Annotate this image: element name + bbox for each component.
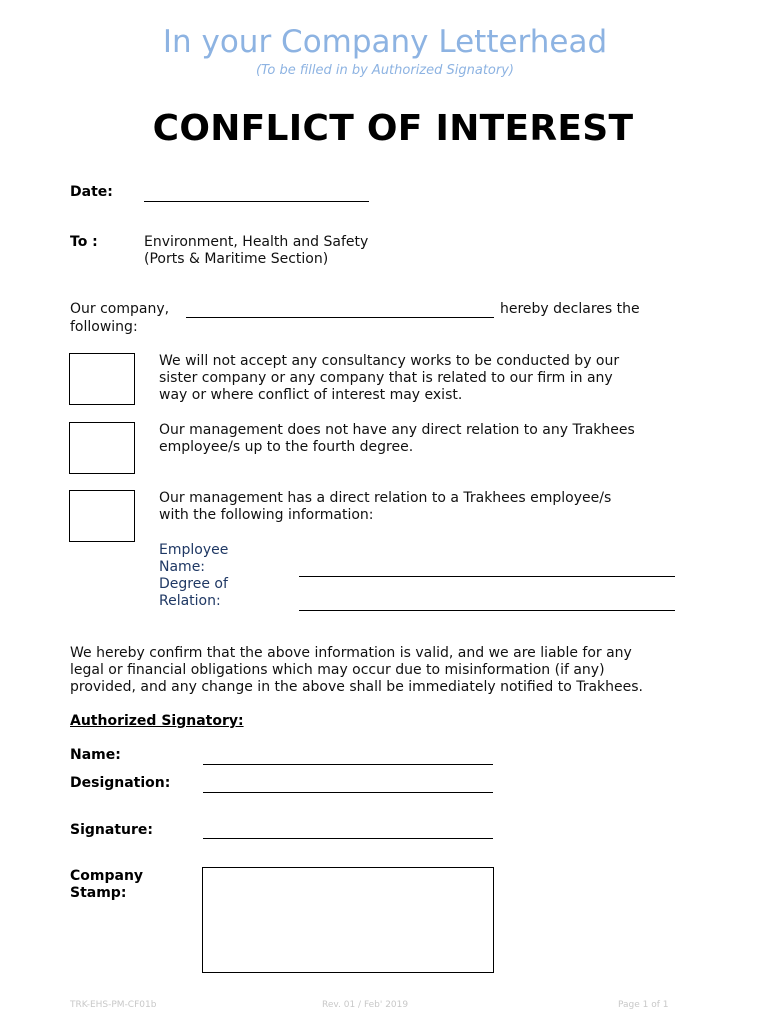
company-stamp-box[interactable] [202,867,494,973]
declaration-prefix: Our company, [70,301,170,317]
option-text-line: Our management has a direct relation to a Trakhees employee/s [159,490,612,506]
signatory-name-label: Name: [70,747,121,763]
confirmation-line: legal or financial obligations which may occur due to misinformation (if any) [70,662,605,678]
option-text-line: We will not accept any consultancy works to be conducted by our [159,353,620,369]
designation-label: Designation: [70,775,171,791]
letterhead-placeholder: In your Company Letterhead [162,24,608,60]
recipient-department: Environment, Health and Safety [144,234,369,250]
designation-field[interactable] [203,792,493,793]
recipient-label: To : [70,234,98,250]
footer-page-number: Page 1 of 1 [618,1000,669,1010]
option-text-line: employee/s up to the fourth degree. [159,439,414,455]
signature-label: Signature: [70,822,153,838]
option-text-line: way or where conflict of interest may exist. [159,387,463,403]
option-checkbox-no-relation[interactable] [69,422,135,474]
recipient-section: (Ports & Maritime Section) [144,251,329,267]
option-checkbox-no-consultancy[interactable] [69,353,135,405]
signature-field[interactable] [203,838,493,839]
footer-revision: Rev. 01 / Feb' 2019 [322,1000,409,1010]
document-title: CONFLICT OF INTEREST [152,108,634,149]
option-text-line: sister company or any company that is related to our firm in any [159,370,613,386]
employee-name-label: Employee Name: [159,542,229,575]
company-name-field[interactable] [186,317,494,318]
confirmation-line: provided, and any change in the above shall be immediately notified to Trakhees. [70,679,643,695]
fill-instruction-note: (To be filled in by Authorized Signatory) [255,63,514,78]
declaration-continuation: following: [70,319,138,335]
option-text-line: Our management does not have any direct relation to any Trakhees [159,422,635,438]
company-stamp-label: Company Stamp: [70,868,144,901]
footer-document-code: TRK-EHS-PM-CF01b [70,1000,157,1010]
employee-name-field[interactable] [299,576,675,577]
signatory-name-field[interactable] [203,764,493,765]
degree-of-relation-field[interactable] [299,610,675,611]
date-label: Date: [70,184,113,200]
degree-of-relation-label: Degree of Relation: [159,576,228,609]
date-field[interactable] [144,201,369,202]
declaration-suffix: hereby declares the [500,301,640,317]
confirmation-line: We hereby confirm that the above information is valid, and we are liable for any [70,645,632,661]
authorized-signatory-heading: Authorized Signatory: [70,713,244,729]
option-text-line: with the following information: [159,507,374,523]
option-checkbox-has-relation[interactable] [69,490,135,542]
